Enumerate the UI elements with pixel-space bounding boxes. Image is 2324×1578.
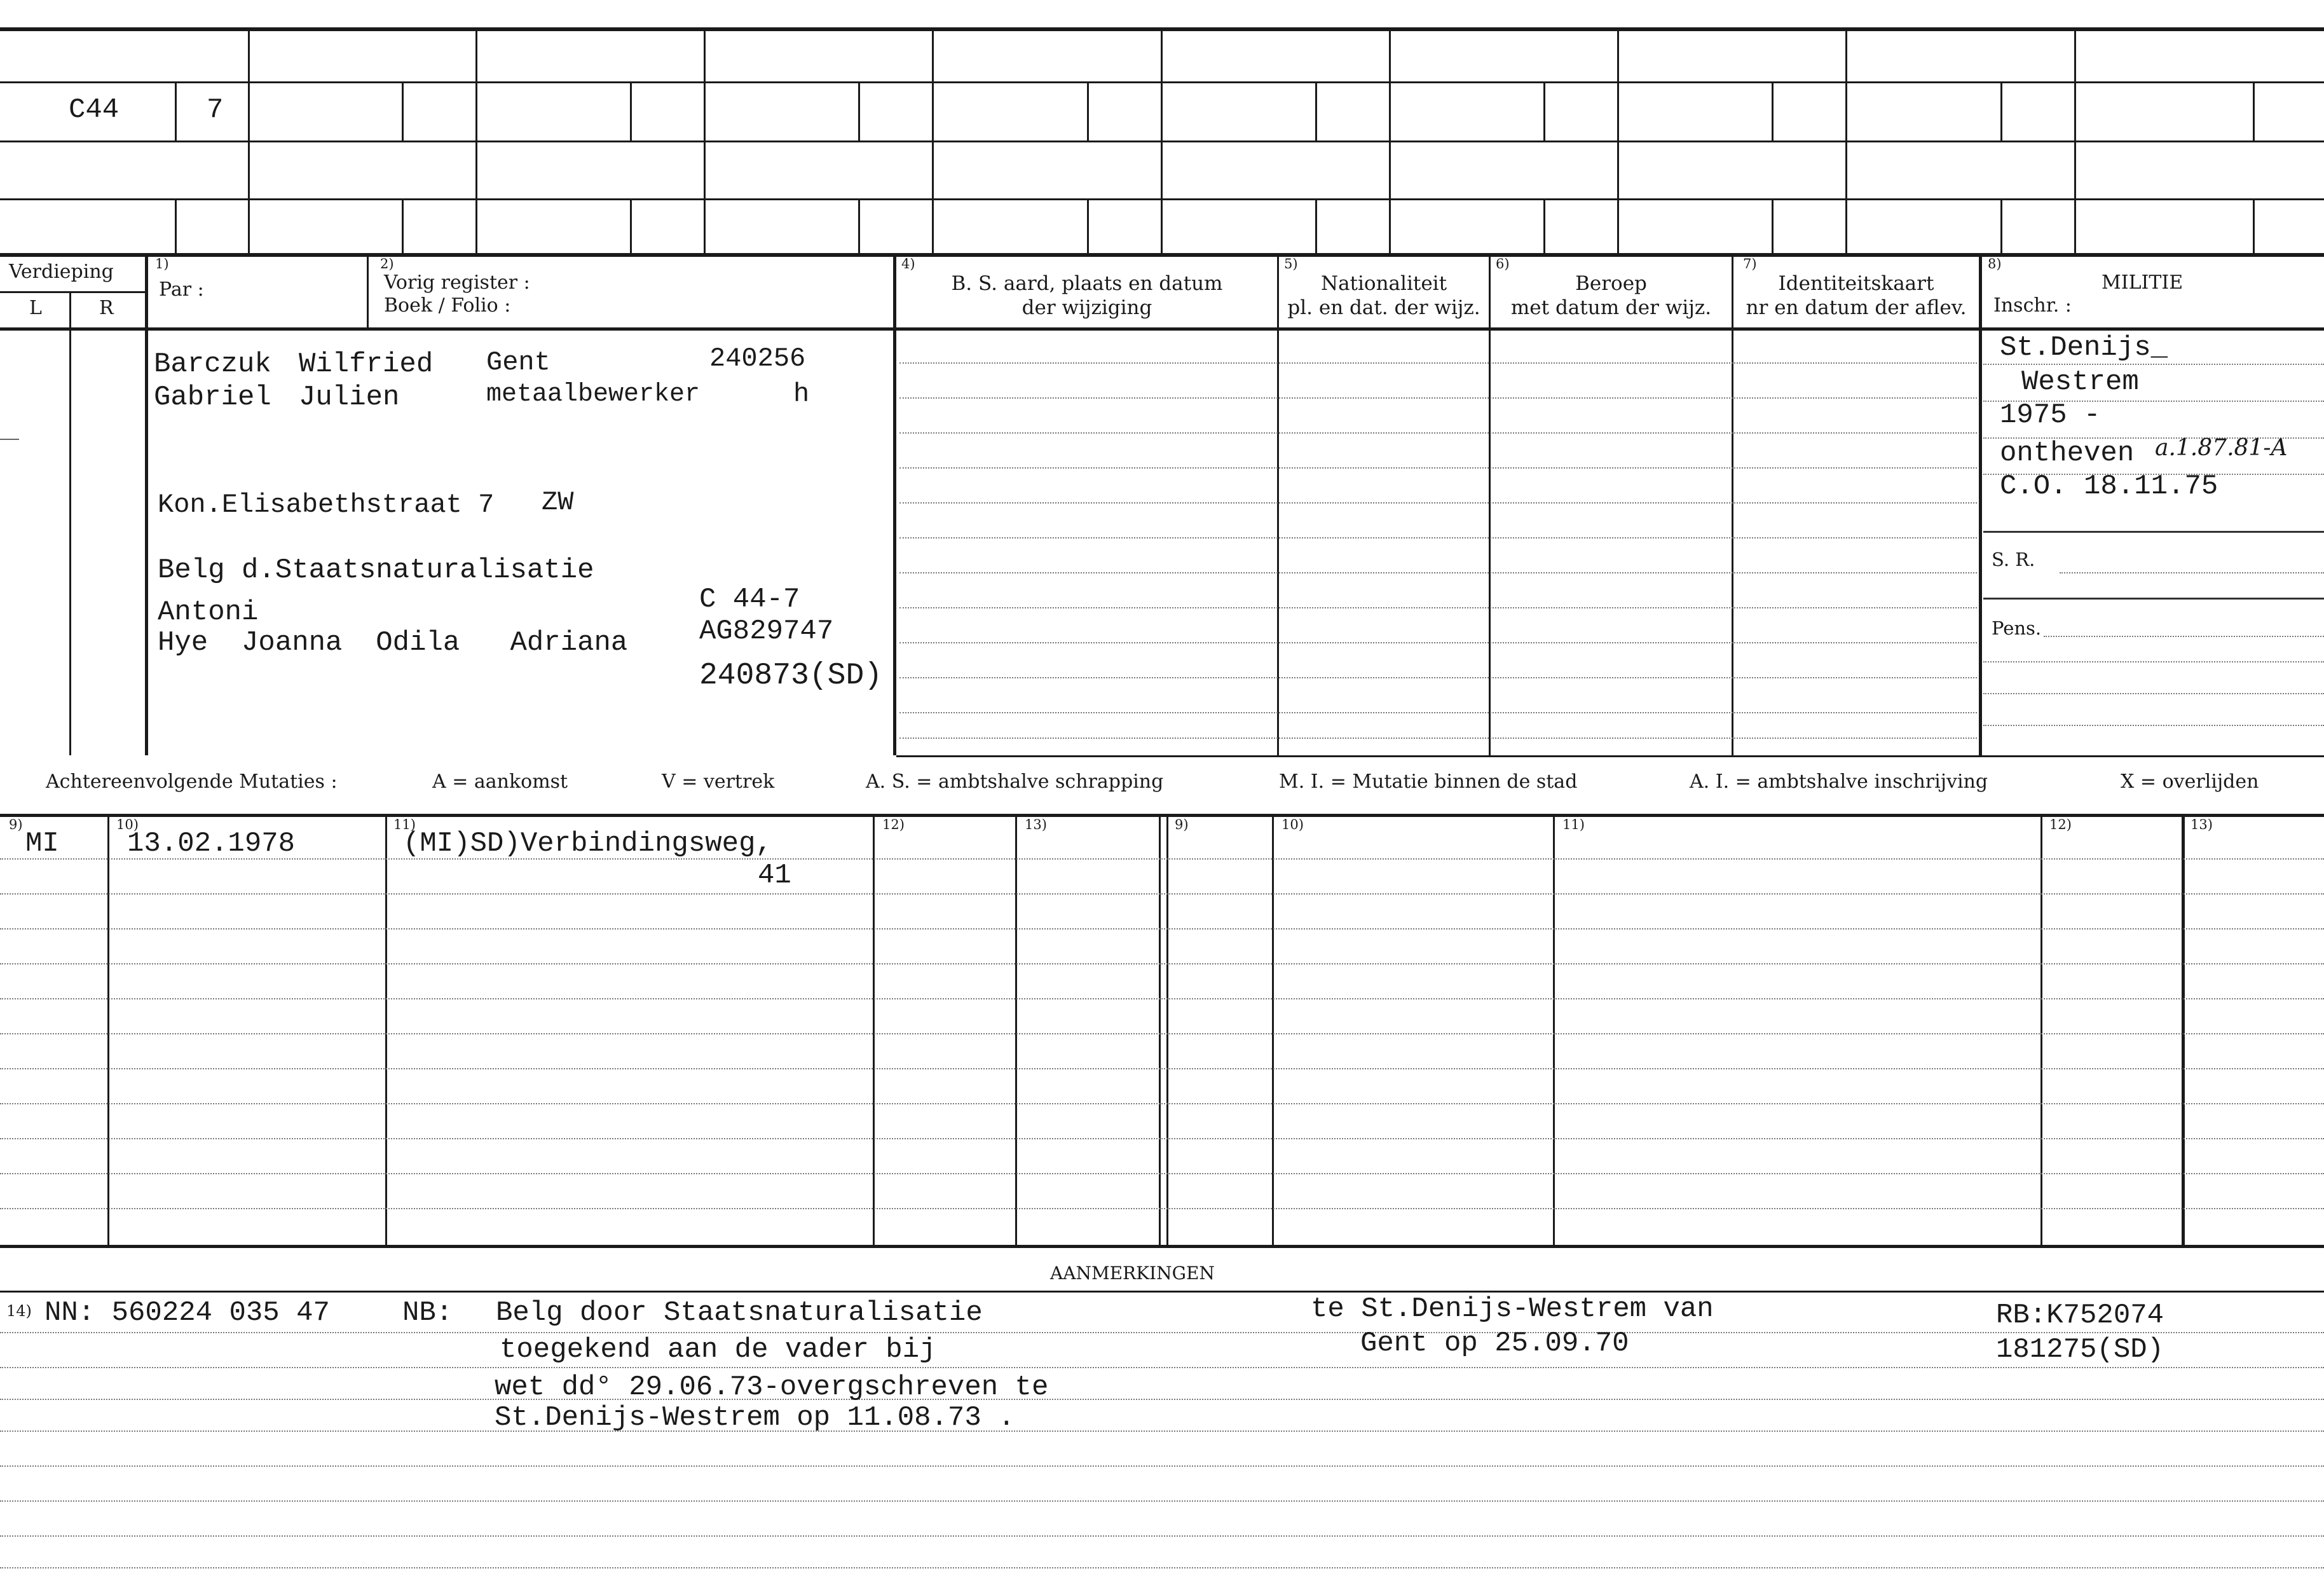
remarks-nn: NN: 560224 035 47 xyxy=(44,1297,330,1329)
col6-line1: Beroep xyxy=(1575,272,1647,295)
remarks-nb-line-4: St.Denijs-Westrem op 11.08.73 . xyxy=(495,1402,1015,1434)
mutation-code: MI xyxy=(25,828,59,860)
militie-status: ontheven xyxy=(2000,437,2135,469)
top-grid-code: C44 xyxy=(69,94,120,126)
legend-x: X = overlijden xyxy=(2121,771,2259,793)
legend-as: A. S. = ambtshalve schrapping xyxy=(866,771,1164,793)
col7-num: 7) xyxy=(1743,256,1757,271)
col6-num: 6) xyxy=(1496,256,1510,271)
col2-line1: Vorig register : xyxy=(384,271,530,294)
col5-num: 5) xyxy=(1284,256,1298,271)
person-given-name-2: Gabriel xyxy=(154,381,271,413)
col2-num: 2) xyxy=(380,256,394,271)
mut-col12-num: 12) xyxy=(882,817,905,832)
legend-v: V = vertrek xyxy=(662,771,775,793)
col1-par-label: Par : xyxy=(159,278,204,301)
mut-col11-num: 11) xyxy=(393,817,416,832)
col4-header xyxy=(899,271,1275,320)
remarks-rb-line-2: 181275(SD) xyxy=(1996,1334,2164,1366)
col4-line2: der wijziging xyxy=(1022,296,1152,319)
person-code-sd: 240873(SD) xyxy=(699,659,883,693)
top-grid-number: 7 xyxy=(207,94,224,126)
col6-line2: met datum der wijz. xyxy=(1510,296,1712,319)
militie-sr-label: S. R. xyxy=(1992,549,2035,570)
col7-line1: Identiteitskaart xyxy=(1778,272,1934,295)
person-birth-place: Gent xyxy=(486,347,550,378)
legend-a: A = aankomst xyxy=(432,771,568,793)
person-occupation: metaalbewerker xyxy=(486,380,701,409)
militie-year: 1975 - xyxy=(2000,399,2101,431)
mutation-legend xyxy=(0,771,2324,802)
legend-ai: A. I. = ambtshalve inschrijving xyxy=(1690,771,1988,793)
person-given-name-3: Julien xyxy=(299,381,400,413)
col5-line1: Nationaliteit xyxy=(1320,272,1447,295)
remarks-rb-line-1: RB:K752074 xyxy=(1996,1300,2164,1331)
verdieping-label: Verdieping xyxy=(9,261,114,283)
militie-co-date: C.O. 18.11.75 xyxy=(2000,470,2218,502)
person-given-name-1: Wilfried xyxy=(299,348,434,380)
militie-pens-label: Pens. xyxy=(1992,617,2042,639)
col8-num: 8) xyxy=(1988,256,2002,271)
remarks-nb-line-3: wet dd° 29.06.73-overgschreven te xyxy=(495,1371,1049,1403)
person-address: Kon.Elisabethstraat 7 xyxy=(158,490,495,520)
person-ref: C 44-7 xyxy=(699,584,800,615)
mut-col9b-num: 9) xyxy=(1175,817,1189,832)
mutation-date: 13.02.1978 xyxy=(127,828,296,860)
col7-header xyxy=(1733,271,1979,320)
militie-title: MILITIE xyxy=(2102,271,2184,294)
col4-line1: B. S. aard, plaats en datum xyxy=(951,272,1223,295)
mut-col10b-num: 10) xyxy=(1282,817,1304,832)
militie-inschr-label: Inschr. : xyxy=(1993,294,2072,317)
person-nationality: Belg d.Staatsnaturalisatie xyxy=(158,554,594,586)
remarks-mid-line-1: te St.Denijs-Westrem van xyxy=(1311,1293,1714,1325)
mutation-address: (MI)SD)Verbindingsweg, xyxy=(403,828,772,860)
remarks-title: AANMERKINGEN xyxy=(1050,1263,1215,1284)
floor-l-label: L xyxy=(29,297,42,319)
remarks-num: 14) xyxy=(6,1302,32,1320)
col6-header xyxy=(1491,271,1732,320)
mut-col10-num: 10) xyxy=(116,817,139,832)
person-mother: Hye Joanna Odila Adriana xyxy=(158,627,628,659)
legend-mi: M. I. = Mutatie binnen de stad xyxy=(1279,771,1578,793)
col5-header xyxy=(1279,271,1489,320)
remarks-nb-label: NB: xyxy=(402,1297,453,1329)
person-birth-date: 240256 xyxy=(709,343,806,374)
mutation-house-no: 41 xyxy=(758,860,791,891)
militie-place-1: St.Denijs_ xyxy=(2000,332,2168,364)
col2-line2: Boek / Folio : xyxy=(384,294,511,317)
mut-col9-num: 9) xyxy=(9,817,23,832)
remarks-nb-line-1: Belg door Staatsnaturalisatie xyxy=(496,1297,983,1329)
col7-line2: nr en datum der aflev. xyxy=(1746,296,1967,319)
remarks-mid-line-2: Gent op 25.09.70 xyxy=(1360,1328,1629,1359)
person-id-card: AG829747 xyxy=(699,615,834,647)
person-father: Antoni xyxy=(158,596,259,628)
floor-r-label: R xyxy=(99,297,114,319)
col4-num: 4) xyxy=(901,256,915,271)
person-sex: h xyxy=(793,379,810,409)
mut-col11b-num: 11) xyxy=(1562,817,1585,832)
col1-num: 1) xyxy=(155,256,169,271)
militie-handwritten-note: a.1.87.81-A xyxy=(2155,435,2288,461)
col5-line2: pl. en dat. der wijz. xyxy=(1287,296,1480,319)
remarks-nb-line-2: toegekend aan de vader bij xyxy=(500,1334,936,1366)
legend-title: Achtereenvolgende Mutaties : xyxy=(46,771,338,793)
militie-place-2: Westrem xyxy=(2021,366,2139,398)
person-surname: Barczuk xyxy=(154,348,271,380)
mut-col13-num: 13) xyxy=(1025,817,1047,832)
mut-col13b-num: 13) xyxy=(2191,817,2213,832)
mut-col12b-num: 12) xyxy=(2049,817,2072,832)
person-address-suffix: ZW xyxy=(542,487,574,518)
